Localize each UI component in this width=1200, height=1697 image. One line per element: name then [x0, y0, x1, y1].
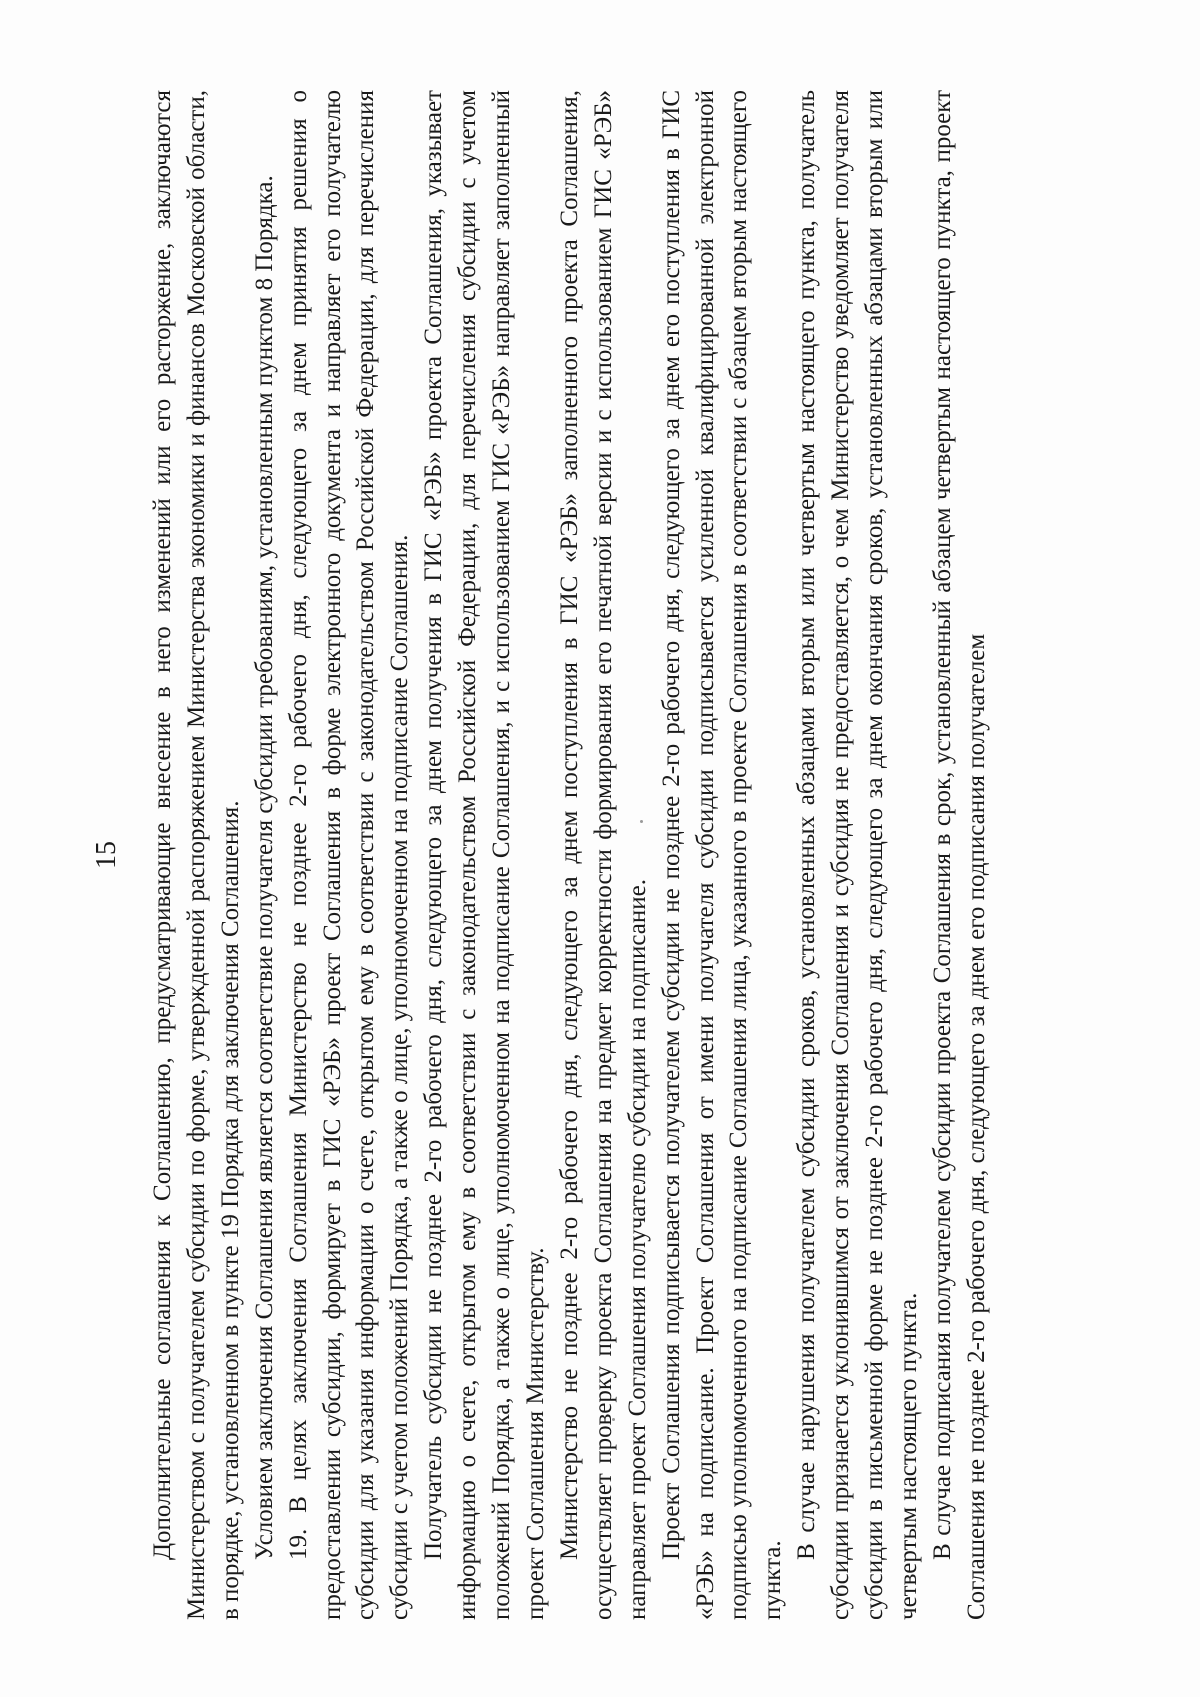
paragraph-6: Проект Соглашения подписывается получателем субсидии не позднее 2-го рабочего дня, следующего за днем его поступления в ГИС «РЭБ» на подписание. Проект Соглашения от имени получателя субсидии подписывается усиленной квалифицированной электронной подписью уполномоченного на подписание Соглашения лица, указанного в проекте Соглашения в соответствии с абзацем вторым настоящего пункта. [657, 90, 787, 1620]
rotated-document-content [90, 90, 1090, 1620]
paragraph-4: Получатель субсидии не позднее 2-го рабочего дня, следующего за днем получения в ГИС «РЭБ» проекта Соглашения, указывает информацию о счете, открытом ему в соответствии с законодательством Российской Федерации, для перечисления субсидии с учетом положений Порядка, а также о лице, уполномоченном на подписание Соглашения, и с использованием ГИС «РЭБ» направляет заполненный проект Соглашения Министерству. [420, 90, 549, 1620]
page-number: 15 [91, 841, 122, 869]
paragraph-2: Условием заключения Соглашения является соответствие получателя субсидии требованиям, установленным пунктом 8 Порядка. [250, 175, 278, 1560]
paragraph-5: Министерство не позднее 2-го рабочего дня, следующего за днем поступления в ГИС «РЭБ» заполненного проекта Соглашения, осуществляет проверку проекта Соглашения на предмет корректности формирования его печатной версии и с использованием ГИС «РЭБ» направляет проект Соглашения получателю субсидии на подписание. [555, 90, 651, 1620]
document-body [146, 90, 994, 1620]
paragraph-3: 19. В целях заключения Соглашения Министерство не позднее 2-го рабочего дня, следующего за днем принятия решения о предоставлении субсидии, формирует в ГИС «РЭБ» проект Соглашения в форме электронного документа и направляет его получателю субсидии для указания информации о счете, открытом ему в соответствии с законодательством Российской Федерации, для перечисления субсидии с учетом положений Порядка, а также о лице, уполномоченном на подписание Соглашения. [284, 90, 414, 1620]
paragraph-8: В случае подписания получателем субсидии проекта Соглашения в срок, установленный абзацем четвертым настоящего пункта, проект Соглашения не позднее 2-го рабочего дня, следующего за днем его подписания получателем [928, 90, 990, 1620]
paragraph-1: Дополнительные соглашения к Соглашению, предусматривающие внесение в него изменений или его расторжение, заключаются Министерством с получателем субсидии по форме, утвержденной распоряжением Министерства экономики и финансов Московской области, в порядке, установленном в пункте 19 Порядка для заключения Соглашения. [149, 90, 244, 1620]
paragraph-7: В случае нарушения получателем субсидии сроков, установленных абзацами вторым или четвертым настоящего пункта, получатель субсидии признается уклонившимся от заключения Соглашения и субсидия не предоставляется, о чем Министерство уведомляет получателя субсидии в письменной форме не позднее 2-го рабочего дня, следующего за днем окончания сроков, установленных абзацами вторым или четвертым настоящего пункта. [793, 90, 922, 1620]
